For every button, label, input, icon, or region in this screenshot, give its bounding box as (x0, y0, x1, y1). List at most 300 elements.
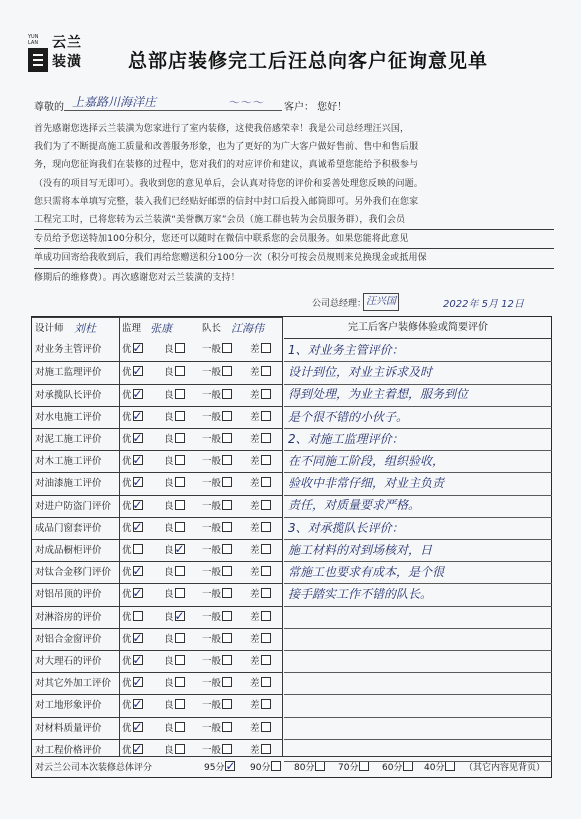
review-ruled-line (284, 361, 552, 362)
table-row (32, 561, 282, 583)
rating-option[interactable] (202, 673, 232, 695)
score-option[interactable] (250, 757, 281, 779)
rating-option[interactable] (164, 607, 185, 629)
row-label: 对成品橱柜评价 (35, 545, 102, 556)
review-line: 施工材料的对到场核对，日 (288, 542, 433, 557)
rating-option[interactable] (122, 429, 143, 451)
checkbox-icon[interactable] (261, 677, 271, 687)
rating-option-label: 良 (164, 367, 174, 379)
rating-option-label: 良 (164, 545, 174, 556)
row-label: 对大理石的评价 (35, 656, 102, 667)
rating-option[interactable] (122, 607, 143, 629)
table-row (32, 450, 282, 472)
rating-option[interactable] (164, 429, 185, 451)
review-ruled-line (284, 517, 552, 518)
rating-option[interactable] (164, 362, 185, 384)
rating-option[interactable] (250, 339, 271, 361)
checkbox-icon[interactable] (261, 744, 271, 754)
signature-date: 2022年 5月 12日 (443, 299, 524, 310)
rating-option-label: 差 (250, 344, 260, 356)
letter-line: 专员给予您送特加100分积分，您还可以随时在微信中联系您的会员服务。如果您能将此意见 (34, 230, 554, 249)
rating-option-label: 优 (122, 478, 132, 490)
rating-option-label: 优 (122, 678, 132, 690)
row-label: 对工程价格评价 (35, 744, 102, 756)
foreman-handwritten: 江海伟 (231, 322, 264, 335)
table-row (32, 717, 282, 739)
rating-option[interactable] (164, 540, 185, 562)
rating-option[interactable] (202, 607, 232, 629)
rating-option[interactable] (164, 339, 185, 361)
rating-option-label: 良 (164, 456, 174, 468)
rating-option-label: 差 (250, 456, 260, 468)
checkbox-icon[interactable] (261, 411, 271, 421)
checkbox-icon[interactable] (175, 699, 185, 709)
table-row (32, 694, 282, 716)
rating-option[interactable] (164, 385, 185, 407)
rating-option[interactable] (164, 407, 185, 429)
rating-option[interactable] (122, 496, 143, 518)
checkbox-icon[interactable] (261, 611, 271, 621)
checked-checkbox-icon[interactable] (133, 633, 143, 643)
row-label: 对钛合金移门评价 (35, 567, 112, 579)
rating-option-label: 优 (122, 367, 132, 379)
checkbox-icon[interactable] (271, 761, 281, 771)
rating-option[interactable] (122, 407, 143, 429)
checkbox-icon[interactable] (133, 611, 143, 621)
rating-option[interactable] (202, 651, 232, 673)
checkbox-icon[interactable] (261, 566, 271, 576)
checkbox-icon[interactable] (175, 655, 185, 665)
checkbox-icon[interactable] (175, 588, 185, 598)
checkbox-icon[interactable] (222, 611, 232, 621)
rating-option-label: 良 (164, 344, 174, 356)
evaluation-table (31, 316, 552, 778)
rating-option[interactable] (202, 584, 232, 606)
checked-checkbox-icon[interactable] (175, 544, 185, 554)
rating-option-label: 良 (164, 434, 174, 445)
checkbox-icon[interactable] (222, 522, 232, 532)
rating-option[interactable] (250, 362, 271, 384)
checkbox-icon[interactable] (175, 500, 185, 510)
checkbox-icon[interactable] (175, 477, 185, 487)
salutation-prefix: 尊敬的 (34, 102, 64, 113)
rating-option[interactable] (250, 629, 271, 651)
checkbox-icon[interactable] (261, 343, 271, 353)
checkbox-icon[interactable] (222, 655, 232, 665)
rating-option[interactable] (122, 718, 143, 740)
table-row (32, 606, 282, 628)
rating-option[interactable] (250, 651, 271, 673)
rating-option[interactable] (250, 584, 271, 606)
rating-option[interactable] (122, 673, 143, 695)
checkbox-icon[interactable] (261, 500, 271, 510)
checkbox-icon[interactable] (175, 455, 185, 465)
review-ruled-line (284, 561, 552, 562)
checkbox-icon[interactable] (261, 455, 271, 465)
rating-option[interactable] (202, 339, 232, 361)
table-row (32, 339, 282, 361)
rating-option[interactable] (122, 362, 143, 384)
rating-option-label: 一般 (202, 656, 222, 667)
checkbox-icon[interactable] (315, 761, 325, 771)
rating-option[interactable] (202, 540, 232, 562)
checkbox-icon[interactable] (175, 677, 185, 687)
review-ruled-line (284, 761, 552, 762)
logo-mark-icon (28, 48, 48, 72)
rating-option-label: 优 (122, 589, 132, 601)
score-option-label: 40分 (424, 763, 445, 773)
rating-option[interactable] (164, 673, 185, 695)
rating-option-label: 一般 (202, 389, 222, 401)
rating-option[interactable] (164, 451, 185, 473)
rating-option-label: 优 (122, 611, 132, 623)
signature-stamp: 汪兴国 (363, 293, 399, 311)
checkbox-icon[interactable] (222, 544, 232, 554)
rating-option-label: 优 (122, 722, 132, 734)
checkbox-icon[interactable] (133, 544, 143, 554)
checked-checkbox-icon[interactable] (133, 455, 143, 465)
rating-option[interactable] (122, 584, 143, 606)
rating-option[interactable] (202, 518, 232, 540)
rating-option[interactable] (164, 496, 185, 518)
checkbox-icon[interactable] (222, 699, 232, 709)
scribbled-out-text: ～～～ (229, 96, 265, 109)
table-row (32, 384, 282, 406)
rating-option[interactable] (250, 562, 271, 584)
rating-option-label: 良 (164, 411, 174, 423)
checkbox-icon[interactable] (222, 566, 232, 576)
rating-option-label: 差 (250, 700, 260, 712)
rating-option-label: 良 (164, 700, 174, 712)
table-row (32, 495, 282, 517)
rating-option[interactable] (202, 629, 232, 651)
rating-option[interactable] (202, 562, 232, 584)
review-ruled-line (284, 384, 552, 385)
rating-option-label: 良 (164, 744, 174, 756)
rating-option-label: 良 (164, 678, 174, 690)
review-ruled-line (284, 628, 552, 629)
checkbox-icon[interactable] (222, 366, 232, 376)
rating-option[interactable] (122, 473, 143, 495)
rating-option-label: 一般 (202, 545, 222, 556)
checkbox-icon[interactable] (222, 477, 232, 487)
score-option-label: 80分 (294, 763, 315, 773)
grid-vline (282, 317, 283, 756)
table-row (32, 517, 282, 539)
rating-option[interactable] (122, 695, 143, 717)
letter-body (34, 120, 554, 287)
rating-option-label: 差 (250, 722, 260, 734)
row-label: 对铝合金窗评价 (35, 633, 102, 645)
checked-checkbox-icon[interactable] (133, 677, 143, 687)
review-ruled-line (284, 495, 552, 496)
row-label: 对泥工施工评价 (35, 434, 102, 445)
checkbox-icon[interactable] (261, 522, 271, 532)
rating-option[interactable] (250, 496, 271, 518)
checkbox-icon[interactable] (403, 761, 413, 771)
checkbox-icon[interactable] (175, 433, 185, 443)
checkbox-icon[interactable] (261, 588, 271, 598)
rating-option-label: 良 (164, 589, 174, 601)
letter-line: 务，现向您征询我们在装修的过程中，您对我们的对应评价和建议，真诚希望您能给予积极参与 (34, 160, 419, 171)
checkbox-icon[interactable] (261, 699, 271, 709)
review-line: 常施工也要求有成本，是个很 (288, 564, 445, 579)
checked-checkbox-icon[interactable] (133, 477, 143, 487)
review-line: 是个很不错的小伙子。 (288, 409, 409, 424)
checked-checkbox-icon[interactable] (133, 744, 143, 754)
rating-option[interactable] (122, 629, 143, 651)
review-ruled-line (284, 717, 552, 718)
rating-option[interactable] (164, 473, 185, 495)
rating-option-label: 优 (122, 633, 132, 645)
table-row (32, 361, 282, 383)
checkbox-icon[interactable] (175, 722, 185, 732)
row-label: 对工地形象评价 (35, 700, 102, 712)
review-ruled-line (284, 694, 552, 695)
checked-checkbox-icon[interactable] (225, 761, 235, 771)
checked-checkbox-icon[interactable] (175, 611, 185, 621)
rating-option-label: 良 (164, 611, 174, 623)
review-ruled-line (284, 650, 552, 651)
letter-line: 工程完工时，已将您转为云兰装潢“美誉飘万家”会员（施工群也转为会员服务群），我们会员 (34, 211, 554, 230)
checkbox-icon[interactable] (261, 433, 271, 443)
rating-option-label: 优 (122, 344, 132, 356)
designer-label: 设计师 (35, 323, 64, 334)
rating-option-label: 优 (122, 389, 132, 401)
score-option-label: 95分 (204, 763, 225, 773)
rating-option-label: 良 (164, 633, 174, 645)
page-title: 总部店装修完工后汪总向客户征询意见单 (128, 50, 489, 72)
checkbox-icon[interactable] (175, 633, 185, 643)
checked-checkbox-icon[interactable] (133, 343, 143, 353)
rating-option-label: 一般 (202, 500, 222, 512)
rating-option[interactable] (202, 695, 232, 717)
review-header: 完工后客户装修体验或简要评价 (284, 317, 552, 339)
letter-line: （没有的项目写无即可）。我收到您的意见单后，会认真对待您的评价和妥善处理您反映的问题。 (34, 178, 423, 189)
rating-option-label: 一般 (202, 611, 222, 623)
table-row (32, 583, 282, 605)
table-row (32, 628, 282, 650)
checked-checkbox-icon[interactable] (133, 722, 143, 732)
rating-option-label: 差 (250, 589, 260, 601)
rating-option[interactable] (122, 339, 143, 361)
rating-option-label: 良 (164, 478, 174, 490)
rating-option[interactable] (202, 385, 232, 407)
checked-checkbox-icon[interactable] (133, 655, 143, 665)
checkbox-icon[interactable] (175, 389, 185, 399)
rating-option-label: 差 (250, 434, 260, 445)
rating-option-label: 差 (250, 545, 260, 556)
rating-option-label: 差 (250, 567, 260, 579)
table-header-row (32, 317, 282, 339)
rating-option-label: 一般 (202, 633, 222, 645)
rating-option[interactable] (122, 451, 143, 473)
rating-option-label: 差 (250, 411, 260, 423)
salutation (34, 95, 348, 113)
rating-option[interactable] (164, 651, 185, 673)
checkbox-icon[interactable] (175, 366, 185, 376)
rating-option-label: 一般 (202, 367, 222, 379)
checkbox-icon[interactable] (175, 566, 185, 576)
rating-option-label: 差 (250, 522, 260, 534)
checked-checkbox-icon[interactable] (133, 366, 143, 376)
rating-option[interactable] (164, 584, 185, 606)
row-label: 对淋浴房的评价 (35, 611, 102, 623)
rating-option-label: 优 (122, 434, 132, 445)
rating-option[interactable] (164, 695, 185, 717)
checked-checkbox-icon[interactable] (133, 433, 143, 443)
row-label: 对木工施工评价 (35, 456, 102, 468)
checkbox-icon[interactable] (222, 455, 232, 465)
checkbox-icon[interactable] (261, 366, 271, 376)
handwritten-address: 上嘉路川海洋庄 (72, 95, 157, 109)
name-underline (64, 110, 282, 111)
checkbox-icon[interactable] (175, 411, 185, 421)
rating-option[interactable] (202, 451, 232, 473)
row-label: 对其它外加工评价 (35, 678, 112, 690)
review-line: 责任，对质量要求严格。 (288, 498, 421, 513)
supervisor-label: 监理 (122, 323, 142, 334)
rating-option-label: 差 (250, 389, 260, 401)
table-row (32, 672, 282, 694)
checkbox-icon[interactable] (222, 411, 232, 421)
rating-option[interactable] (250, 385, 271, 407)
review-ruled-line (284, 539, 552, 540)
checkbox-icon[interactable] (261, 655, 271, 665)
rating-option[interactable] (122, 540, 143, 562)
row-label: 对材料质量评价 (35, 722, 102, 734)
row-label: 对油漆施工评价 (35, 478, 102, 490)
checkbox-icon[interactable] (222, 722, 232, 732)
foreman-label: 队长 (202, 323, 222, 334)
review-line: 2、对施工监理评价： (288, 431, 404, 446)
rating-option-label: 优 (122, 411, 132, 423)
rating-option[interactable] (122, 651, 143, 673)
rating-option[interactable] (122, 385, 143, 407)
rating-option-label: 差 (250, 678, 260, 690)
checked-checkbox-icon[interactable] (133, 566, 143, 576)
rating-option[interactable] (202, 718, 232, 740)
rating-option-label: 差 (250, 656, 260, 667)
rating-option-label: 良 (164, 567, 174, 579)
review-ruled-line (284, 450, 552, 451)
row-label: 对进户防盗门评价 (35, 500, 112, 512)
salutation-suffix: 客户： 您好！ (284, 102, 348, 113)
review-ruled-line (284, 672, 552, 673)
score-option-label: 90分 (250, 763, 271, 773)
review-ruled-line (284, 606, 552, 607)
designer-handwritten: 刘杜 (74, 322, 96, 335)
rating-option[interactable] (250, 429, 271, 451)
review-line: 接手踏实工作不错的队长。 (288, 587, 433, 602)
checkbox-icon[interactable] (222, 633, 232, 643)
rating-option[interactable] (250, 607, 271, 629)
letter-line: 修期后的维修费）。再次感谢您对云兰装潢的支持！ (34, 272, 240, 283)
checked-checkbox-icon[interactable] (133, 500, 143, 510)
table-row (32, 472, 282, 494)
checkbox-icon[interactable] (222, 588, 232, 598)
review-ruled-line (284, 583, 552, 584)
checkbox-icon[interactable] (222, 500, 232, 510)
letter-line: 单成功回寄给我收到后，我们再给您赠送积分100分一次（积分可按会员规则来兑换现金或抵用保 (34, 249, 554, 268)
rating-option[interactable] (164, 518, 185, 540)
review-line: 设计到位，对业主诉求及时 (288, 365, 433, 380)
checkbox-icon[interactable] (445, 761, 455, 771)
rating-option[interactable] (250, 518, 271, 540)
rating-option-label: 差 (250, 744, 260, 756)
checkbox-icon[interactable] (222, 677, 232, 687)
rating-option[interactable] (250, 673, 271, 695)
total-score-label: 对云兰公司本次装修总体评分 (35, 763, 153, 773)
checked-checkbox-icon[interactable] (133, 522, 143, 532)
checkbox-icon[interactable] (359, 761, 369, 771)
logo-name (52, 34, 82, 72)
checkbox-icon[interactable] (222, 433, 232, 443)
checkbox-icon[interactable] (175, 343, 185, 353)
rating-option[interactable] (250, 451, 271, 473)
table-row (32, 539, 282, 561)
review-line: 在不同施工阶段，组织验收， (288, 453, 445, 468)
checked-checkbox-icon[interactable] (133, 389, 143, 399)
rating-option[interactable] (164, 562, 185, 584)
rating-option[interactable] (202, 473, 232, 495)
rating-option[interactable] (250, 695, 271, 717)
review-ruled-line (284, 739, 552, 740)
checkbox-icon[interactable] (261, 722, 271, 732)
rating-option-label: 良 (164, 522, 174, 534)
rating-option[interactable] (250, 718, 271, 740)
rating-option[interactable] (202, 496, 232, 518)
review-line: 验收中非常仔细，对业主负责 (288, 476, 445, 491)
checkbox-icon[interactable] (222, 389, 232, 399)
rating-option[interactable] (202, 429, 232, 451)
checkbox-icon[interactable] (261, 477, 271, 487)
rating-option[interactable] (122, 562, 143, 584)
rating-option[interactable] (250, 473, 271, 495)
rating-option[interactable] (202, 407, 232, 429)
rating-option[interactable] (250, 540, 271, 562)
rating-option[interactable] (164, 718, 185, 740)
row-label: 对施工监理评价 (35, 367, 102, 379)
rating-option-label: 良 (164, 722, 174, 734)
checkbox-icon[interactable] (261, 633, 271, 643)
rating-option-label: 优 (122, 744, 132, 756)
rating-option-label: 优 (122, 545, 132, 556)
checkbox-icon[interactable] (261, 544, 271, 554)
rating-option[interactable] (122, 518, 143, 540)
checkbox-icon[interactable] (175, 522, 185, 532)
checkbox-icon[interactable] (261, 389, 271, 399)
checkbox-icon[interactable] (222, 744, 232, 754)
checkbox-icon[interactable] (222, 343, 232, 353)
rating-option[interactable] (202, 362, 232, 384)
rating-option-label: 差 (250, 633, 260, 645)
rating-option-label: 一般 (202, 722, 222, 734)
table-row (32, 406, 282, 428)
review-line: 1、对业务主管评价： (288, 343, 404, 357)
checked-checkbox-icon[interactable] (133, 588, 143, 598)
rating-option-label: 优 (122, 500, 132, 512)
score-option[interactable] (204, 757, 235, 779)
checked-checkbox-icon[interactable] (133, 699, 143, 709)
checked-checkbox-icon[interactable] (133, 411, 143, 421)
rating-option-label: 优 (122, 522, 132, 534)
checkbox-icon[interactable] (175, 744, 185, 754)
signature-label: 公司总经理： (312, 299, 367, 309)
rating-option[interactable] (164, 629, 185, 651)
rating-option[interactable] (250, 407, 271, 429)
rating-option-label: 一般 (202, 411, 222, 423)
